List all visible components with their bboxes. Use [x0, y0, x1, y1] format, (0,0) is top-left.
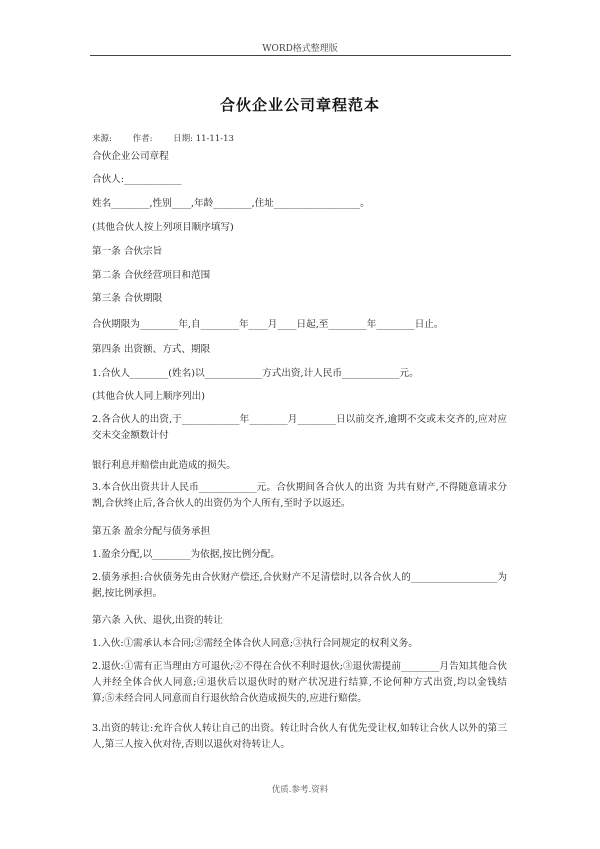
body-line: 1.入伙:①需承认本合同;②需经全体合伙人同意;③执行合同规定的权利义务。 — [92, 638, 418, 649]
body-line: (其他合伙人按上列项目顺序填写) — [92, 222, 234, 233]
header-rule — [90, 55, 511, 56]
body-paragraph: 2.各合伙人的出资,于____________年________月________日以前交齐,逾期不交或未交齐的,应对应交未交金额数计付 — [92, 414, 507, 441]
body-paragraph: 3.出资的转让:允许合伙人转让自己的出资。转让时合伙人有优先受让权,如转让合伙人以外的第三人,第三人按入伙对待,否则以退伙对待转让人。 — [92, 723, 507, 750]
page-footer: 优质.参考.资料 — [271, 785, 329, 795]
body-line: 合伙期限为________年,自________年____月____日起,至________年________日止。 — [92, 319, 444, 330]
section-heading: 第二条 合伙经营项目和范围 — [92, 270, 211, 281]
body-line: 银行利息并赔偿由此造成的损失。 — [92, 460, 236, 471]
body-line: 1.合伙人________(姓名)以____________方式出资,计人民币____________元。 — [92, 368, 419, 379]
section-heading: 第一条 合伙宗旨 — [92, 246, 163, 257]
document-meta — [92, 132, 252, 144]
body-paragraph: 2.退伙:①需有正当理由方可退伙;②不得在合伙不利时退伙;③退伙需提前________月告知其他合伙人并经全体合伙人同意;④退伙后以退伙时的财产状况进行结算,不论何种方式出资,均以金钱结算;⑤未经合同人同意而自行退伙给合伙造成损失的,应进行赔偿。 — [92, 661, 507, 704]
section-heading: 第六条 入伙、退伙,出资的转让 — [92, 615, 223, 626]
body-line: 姓名________,性别____,年龄________,住址__________________。 — [92, 198, 370, 209]
meta-author: 作者: — [132, 134, 153, 144]
header-text: WORD格式整理版 — [262, 44, 338, 54]
section-heading: 第三条 合伙期限 — [92, 293, 163, 304]
body-paragraph: 2.债务承担:合伙债务先由合伙财产偿还,合伙财产不足清偿时,以各合伙人的__________________为据,按比例承担。 — [92, 572, 507, 599]
meta-source: 来源: — [92, 134, 112, 144]
body-paragraph: 3.本合伙出资共计人民币____________元。合伙期间各合伙人的出资 为共有财产,不得随意请求分割,合伙终止后,各合伙人的出资仍为个人所有,至时予以返还。 — [92, 482, 507, 509]
document-title: 合伙企业公司章程范本 — [219, 96, 380, 114]
body-line: 合伙人:____________ — [92, 174, 182, 185]
body-line: (其他合伙人同上顺序列出) — [92, 391, 206, 402]
body-line: 合伙企业公司章程 — [92, 151, 169, 162]
section-heading: 第五条 盈余分配与债务承担 — [92, 526, 211, 537]
body-line: 1.盈余分配,以________为依据,按比例分配。 — [92, 549, 280, 560]
section-heading: 第四条 出资额、方式、期限 — [92, 344, 211, 355]
meta-date: 日期: 11-11-13 — [173, 134, 234, 144]
